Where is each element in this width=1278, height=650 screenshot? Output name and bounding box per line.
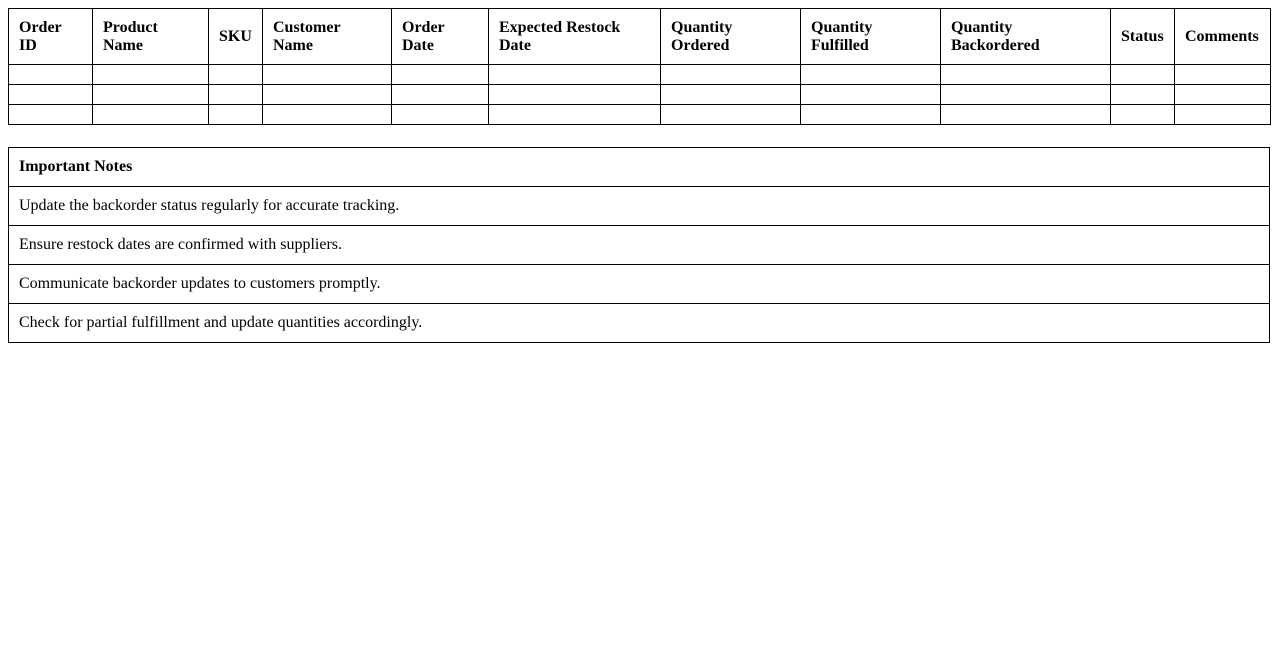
backorder-table [8, 8, 1271, 125]
table-cell[interactable] [263, 85, 392, 105]
table-cell[interactable] [9, 65, 93, 85]
column-header-expected-restock-date: Expected Restock Date [489, 9, 661, 65]
column-header-order-date: Order Date [392, 9, 489, 65]
table-cell[interactable] [801, 65, 941, 85]
table-cell[interactable] [209, 65, 263, 85]
table-row [9, 85, 1271, 105]
table-cell[interactable] [1111, 85, 1175, 105]
column-header-product-name: Product Name [93, 9, 209, 65]
table-cell[interactable] [209, 85, 263, 105]
table-cell[interactable] [9, 85, 93, 105]
notes-header-row [9, 148, 1270, 187]
table-cell[interactable] [1111, 65, 1175, 85]
column-header-quantity-ordered: Quantity Ordered [661, 9, 801, 65]
table-cell[interactable] [489, 85, 661, 105]
table-cell[interactable] [489, 105, 661, 125]
column-header-order-id: Order ID [9, 9, 93, 65]
note-row [9, 304, 1270, 343]
table-cell[interactable] [392, 85, 489, 105]
table-cell[interactable] [661, 65, 801, 85]
table-cell[interactable] [209, 105, 263, 125]
table-cell[interactable] [801, 85, 941, 105]
important-notes-table [8, 147, 1270, 343]
table-cell[interactable] [392, 65, 489, 85]
table-cell[interactable] [263, 105, 392, 125]
column-header-quantity-fulfilled: Quantity Fulfilled [801, 9, 941, 65]
table-cell[interactable] [489, 65, 661, 85]
note-item: Update the backorder status regularly for accurate tracking. [9, 187, 1270, 226]
table-cell[interactable] [941, 105, 1111, 125]
column-header-customer-name: Customer Name [263, 9, 392, 65]
table-cell[interactable] [661, 85, 801, 105]
table-cell[interactable] [661, 105, 801, 125]
column-header-quantity-backordered: Quantity Backordered [941, 9, 1111, 65]
notes-title: Important Notes [9, 148, 1270, 187]
table-cell[interactable] [1175, 105, 1271, 125]
table-cell[interactable] [263, 65, 392, 85]
column-header-comments: Comments [1175, 9, 1271, 65]
note-row [9, 187, 1270, 226]
table-cell[interactable] [93, 65, 209, 85]
note-row [9, 265, 1270, 304]
note-row [9, 226, 1270, 265]
table-cell[interactable] [1111, 105, 1175, 125]
table-cell[interactable] [93, 85, 209, 105]
table-cell[interactable] [1175, 85, 1271, 105]
note-item: Check for partial fulfillment and update quantities accordingly. [9, 304, 1270, 343]
table-cell[interactable] [9, 105, 93, 125]
table-row [9, 65, 1271, 85]
column-header-sku: SKU [209, 9, 263, 65]
table-header-row [9, 9, 1271, 65]
table-cell[interactable] [941, 85, 1111, 105]
table-row [9, 105, 1271, 125]
table-cell[interactable] [941, 65, 1111, 85]
table-cell[interactable] [1175, 65, 1271, 85]
table-cell[interactable] [801, 105, 941, 125]
table-cell[interactable] [93, 105, 209, 125]
column-header-status: Status [1111, 9, 1175, 65]
table-cell[interactable] [392, 105, 489, 125]
note-item: Ensure restock dates are confirmed with suppliers. [9, 226, 1270, 265]
note-item: Communicate backorder updates to customers promptly. [9, 265, 1270, 304]
